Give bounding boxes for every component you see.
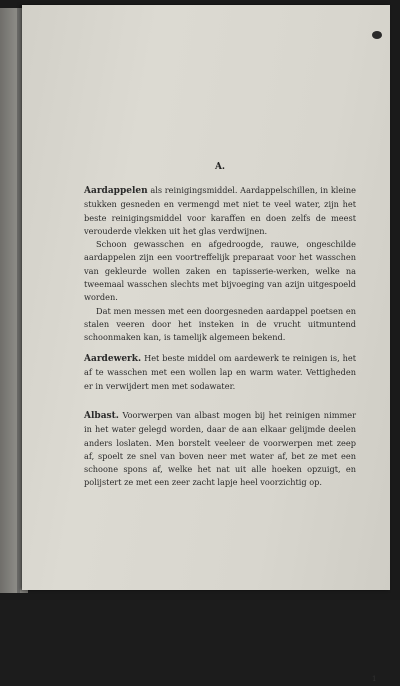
spine-line	[17, 8, 20, 593]
entry-aardewerk	[84, 352, 356, 393]
entry-paragraph	[84, 352, 356, 393]
ink-dot-mark	[372, 31, 382, 39]
entry-paragraph	[84, 409, 356, 490]
entry-text: Voorwerpen van albast mogen bij het reinigen nimmer in het water gelegd worden, daar de aan elkaar gelijmde deelen anders loslaten. Men borstelt veeleer de voorwerpen met zeep af, spoelt ze snel van boven neer met water af, bet ze met een schoone spons af, welke het nat uit alle hoeken opzuigt, en polijstert ze met een zeer zacht lapje heel voorzichtig op.	[84, 410, 356, 488]
entry-text: als reinigingsmiddel. Aardappelschillen, in kleine stukken gesneden en vermengd met niet te veel water, zijn het beste reinigingsmiddel voor karaffen en doen zelfs de meest verouderde vlekken uit het glas verdwijnen.	[84, 185, 356, 236]
entry-paragraph	[84, 184, 356, 238]
entry-text: Het beste middel om aardewerk te reinigen is, het af te wasschen met een wollen lap en warm water. Vettigheden er in verwijdert men met sodawater.	[84, 353, 356, 391]
entry-term: Aardewerk.	[84, 354, 142, 364]
entry-aardappelen	[84, 184, 356, 345]
entry-term: Aardappelen	[84, 186, 148, 196]
entry-albast	[84, 409, 356, 490]
section-letter: A.	[214, 162, 226, 172]
entry-paragraph: Schoon gewasschen en afgedroogde, rauwe, ongeschilde aardappelen zijn een voortreffelijk preparaat voor het wasschen van gekleurde wollen zaken en tapisserie-werken, welke na tweemaal wasschen slechts met bijvoeging van azijn uitgespoeld worden.	[84, 239, 356, 303]
page-number: 1	[372, 675, 377, 683]
entry-paragraph: Dat men messen met een doorgesneden aardappel poetsen en stalen veeren door het insteken in de vrucht uitmuntend schoonmaken kan, is tamelijk algemeen bekend.	[84, 305, 356, 343]
entry-term: Albast.	[84, 411, 119, 421]
